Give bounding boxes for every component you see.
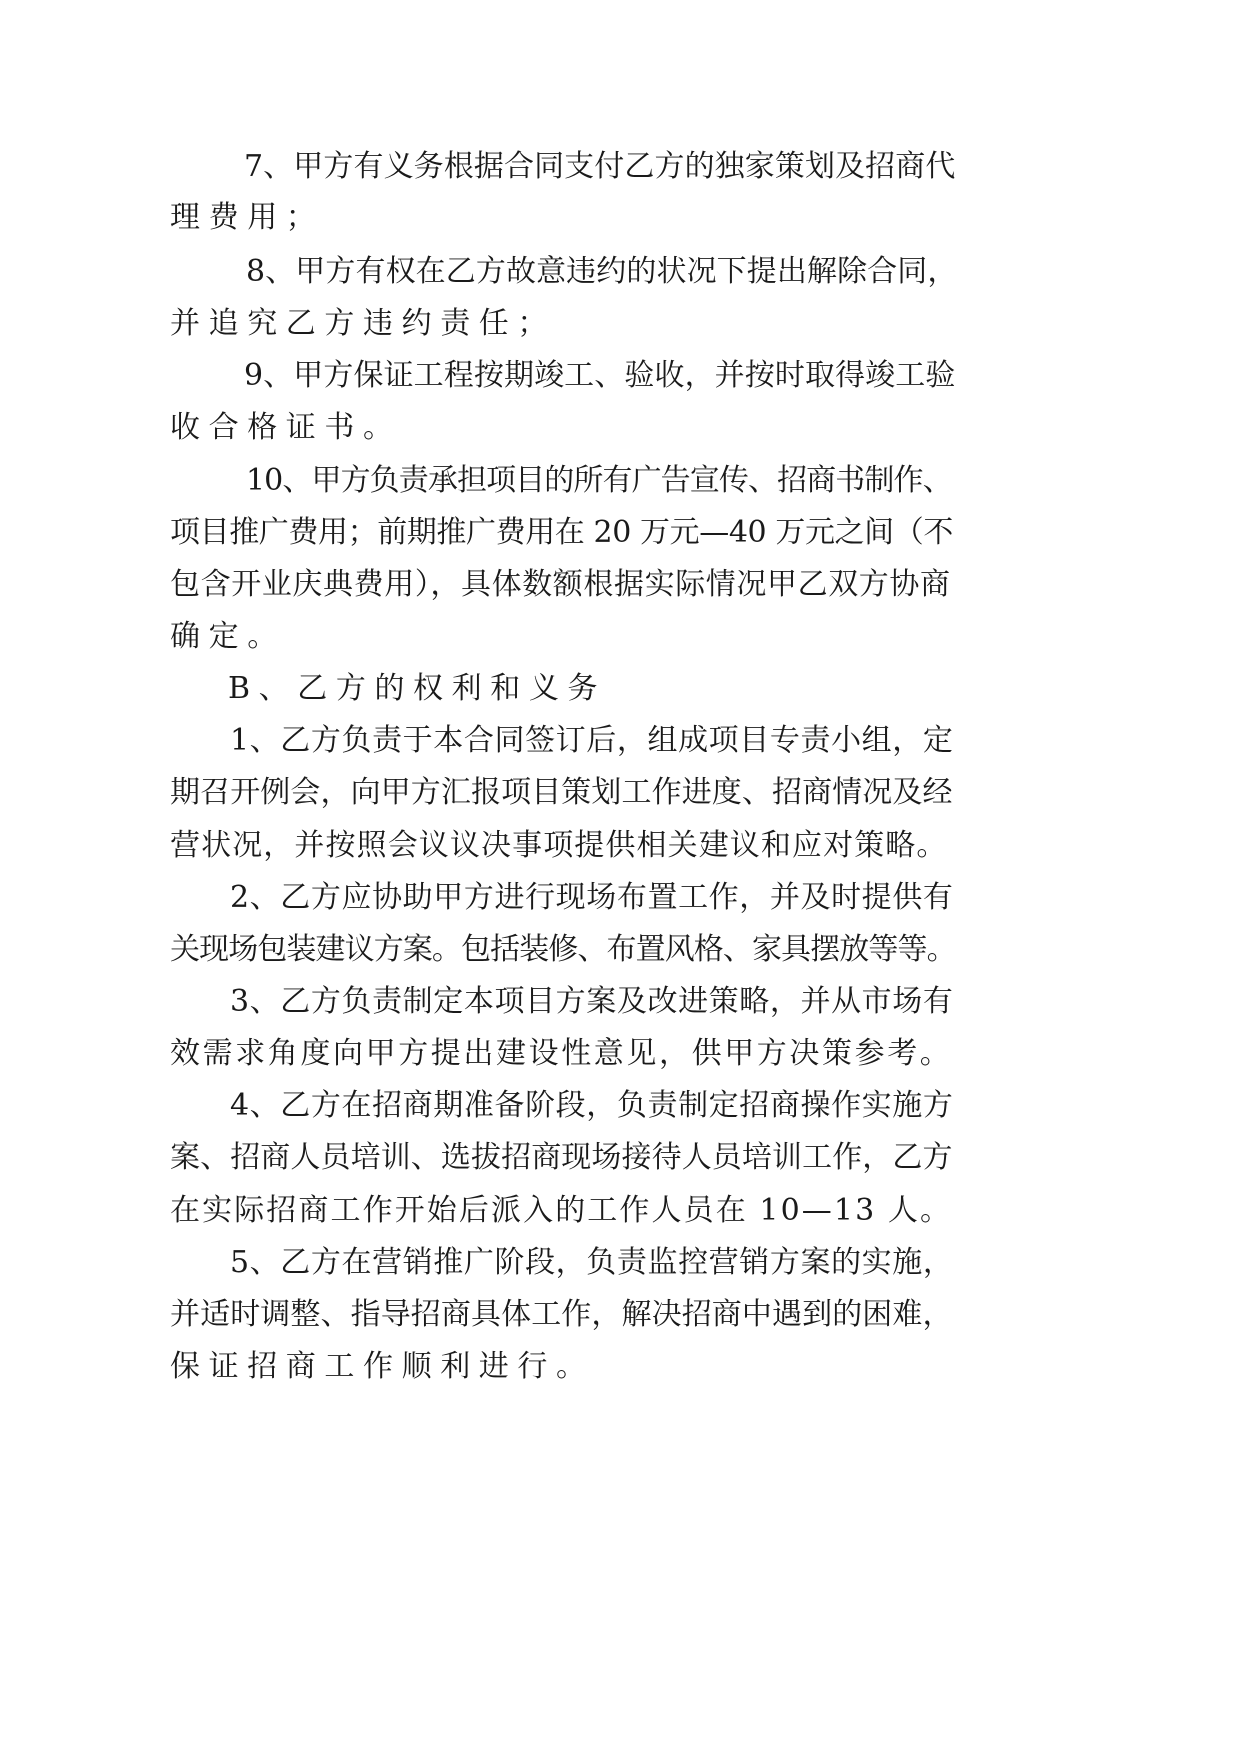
text-line: 1、乙方负责于本合同签订后，组成项目专责小组，定	[230, 723, 954, 758]
text-line: 5、乙方在营销推广阶段，负责监控营销方案的实施，	[230, 1245, 954, 1280]
text-line: 2、乙方应协助甲方进行现场布置工作，并及时提供有	[230, 880, 954, 915]
text-line: 7、甲方有义务根据合同支付乙方的独家策划及招商代	[244, 149, 956, 184]
text-line: 确定。	[170, 619, 286, 654]
text-line: 9、甲方保证工程按期竣工、验收，并按时取得竣工验	[244, 358, 956, 393]
text-line: 8、甲方有权在乙方故意违约的状况下提出解除合同，	[246, 254, 958, 289]
text-line: 期召开例会，向甲方汇报项目策划工作进度、招商情况及经	[170, 775, 953, 810]
text-line: 关现场包装建议方案。包括装修、布置风格、家具摆放等等。	[170, 932, 956, 967]
text-line: 包含开业庆典费用），具体数额根据实际情况甲乙双方协商	[170, 567, 951, 602]
text-line: 3、乙方负责制定本项目方案及改进策略，并从市场有	[230, 984, 954, 1019]
text-line: 营状况，并按照会议议决事项提供相关建议和应对策略。	[170, 828, 948, 863]
text-line: 保证招商工作顺利进行。	[170, 1349, 595, 1384]
text-line: 案、招商人员培训、选拔招商现场接待人员培训工作，乙方	[170, 1140, 953, 1175]
text-line: 项目推广费用；前期推广费用在 20 万元—40 万元之间（不	[170, 515, 953, 550]
section-heading: B、乙方的权利和义务	[228, 671, 607, 706]
text-line: 并适时调整、指导招商具体工作，解决招商中遇到的困难，	[170, 1297, 953, 1332]
text-line: 在实际招商工作开始后派入的工作人员在 10—13 人。	[170, 1193, 953, 1228]
text-line: 收合格证书。	[170, 410, 402, 445]
text-line: 4、乙方在招商期准备阶段，负责制定招商操作实施方	[230, 1088, 954, 1123]
text-line: 并追究乙方违约责任；	[170, 306, 556, 341]
text-line: 效需求角度向甲方提出建设性意见，供甲方决策参考。	[170, 1036, 953, 1071]
text-line: 理费用；	[170, 200, 325, 235]
text-line: 10、甲方负责承担项目的所有广告宣传、招商书制作、	[246, 463, 952, 498]
